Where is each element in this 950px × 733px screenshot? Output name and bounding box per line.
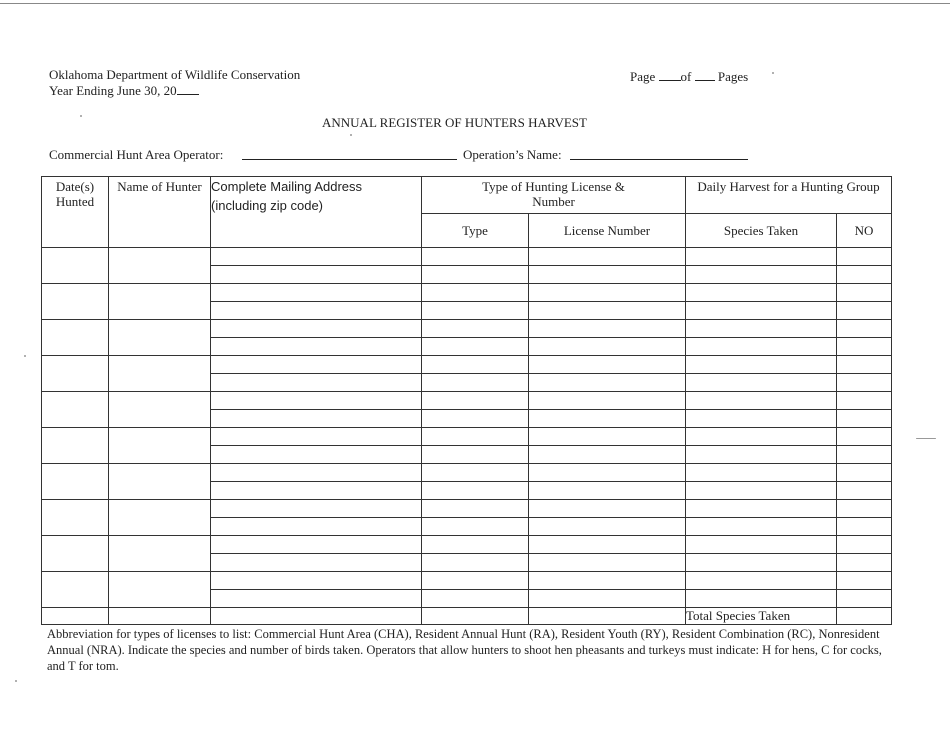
date-cell[interactable] bbox=[42, 392, 109, 428]
year-ending bbox=[49, 82, 199, 99]
license-number-cell[interactable] bbox=[529, 302, 686, 320]
date-cell[interactable] bbox=[42, 500, 109, 536]
species-cell[interactable] bbox=[686, 302, 837, 320]
table-row bbox=[42, 572, 892, 590]
address-cell[interactable] bbox=[211, 536, 422, 554]
type-cell[interactable] bbox=[422, 482, 529, 500]
no-cell[interactable] bbox=[837, 266, 892, 284]
license-number-cell[interactable] bbox=[529, 446, 686, 464]
hunter-cell[interactable] bbox=[109, 248, 211, 284]
species-cell[interactable] bbox=[686, 410, 837, 428]
address-cell[interactable] bbox=[211, 428, 422, 446]
hunter-cell[interactable] bbox=[109, 500, 211, 536]
scan-speck bbox=[772, 72, 774, 74]
license-number-cell[interactable] bbox=[529, 590, 686, 608]
species-cell[interactable] bbox=[686, 590, 837, 608]
date-cell[interactable] bbox=[42, 284, 109, 320]
address-cell[interactable] bbox=[211, 410, 422, 428]
col-license-group-header: Type of Hunting License & Number bbox=[422, 177, 686, 214]
date-cell[interactable] bbox=[42, 572, 109, 608]
license-number-cell[interactable] bbox=[529, 320, 686, 338]
no-cell[interactable] bbox=[837, 590, 892, 608]
species-cell[interactable] bbox=[686, 428, 837, 446]
footnote: Abbreviation for types of licenses to list: Commercial Hunt Area (CHA), Resident Annual Hunt (RA), Resident Youth (RY), Resident Combination (RC), Nonresident Annual (NRA). Indicate the species and number of birds taken. Operators that allow hunters to shoot hen pheasants and turkeys must indicate: H for hens, C for cocks, and T for tom. bbox=[47, 627, 882, 673]
hunter-cell[interactable] bbox=[109, 536, 211, 572]
year-blank[interactable] bbox=[177, 82, 199, 95]
address-cell[interactable] bbox=[211, 374, 422, 392]
date-cell[interactable] bbox=[42, 320, 109, 356]
hunter-cell[interactable] bbox=[109, 392, 211, 428]
type-cell[interactable] bbox=[422, 374, 529, 392]
address-cell[interactable] bbox=[211, 320, 422, 338]
type-cell[interactable] bbox=[422, 446, 529, 464]
operation-name-field[interactable] bbox=[570, 147, 748, 160]
no-cell[interactable] bbox=[837, 554, 892, 572]
license-number-cell[interactable] bbox=[529, 428, 686, 446]
hunter-cell[interactable] bbox=[109, 464, 211, 500]
type-cell[interactable] bbox=[422, 356, 529, 374]
license-number-cell[interactable] bbox=[529, 500, 686, 518]
date-cell[interactable] bbox=[42, 356, 109, 392]
no-cell[interactable] bbox=[837, 428, 892, 446]
table-row bbox=[42, 356, 892, 374]
license-number-cell[interactable] bbox=[529, 392, 686, 410]
species-cell[interactable] bbox=[686, 338, 837, 356]
address-cell[interactable] bbox=[211, 518, 422, 536]
species-cell[interactable] bbox=[686, 266, 837, 284]
hunter-cell[interactable] bbox=[109, 356, 211, 392]
species-cell[interactable] bbox=[686, 536, 837, 554]
no-cell[interactable] bbox=[837, 338, 892, 356]
total-row-address bbox=[211, 608, 422, 625]
license-number-cell[interactable] bbox=[529, 572, 686, 590]
address-cell[interactable] bbox=[211, 284, 422, 302]
hunter-cell[interactable] bbox=[109, 428, 211, 464]
no-cell[interactable] bbox=[837, 482, 892, 500]
address-cell[interactable] bbox=[211, 590, 422, 608]
total-row-license bbox=[529, 608, 686, 625]
license-number-cell[interactable] bbox=[529, 338, 686, 356]
total-row-hunter bbox=[109, 608, 211, 625]
address-cell[interactable] bbox=[211, 392, 422, 410]
no-cell[interactable] bbox=[837, 464, 892, 482]
table-row bbox=[42, 248, 892, 266]
species-cell[interactable] bbox=[686, 500, 837, 518]
species-cell[interactable] bbox=[686, 464, 837, 482]
species-cell[interactable] bbox=[686, 284, 837, 302]
species-cell[interactable] bbox=[686, 446, 837, 464]
address-cell[interactable] bbox=[211, 572, 422, 590]
scan-speck bbox=[80, 115, 82, 117]
type-cell[interactable] bbox=[422, 410, 529, 428]
table-row bbox=[42, 464, 892, 482]
address-cell[interactable] bbox=[211, 248, 422, 266]
license-number-cell[interactable] bbox=[529, 518, 686, 536]
address-cell[interactable] bbox=[211, 554, 422, 572]
species-cell[interactable] bbox=[686, 554, 837, 572]
pages-label: Pages bbox=[717, 69, 749, 84]
of-label: of bbox=[680, 69, 692, 84]
page-title: ANNUAL REGISTER OF HUNTERS HARVEST bbox=[322, 115, 587, 130]
type-cell[interactable] bbox=[422, 500, 529, 518]
no-cell[interactable] bbox=[837, 374, 892, 392]
type-cell[interactable] bbox=[422, 284, 529, 302]
license-number-cell[interactable] bbox=[529, 356, 686, 374]
no-cell[interactable] bbox=[837, 356, 892, 374]
species-cell[interactable] bbox=[686, 482, 837, 500]
table-row bbox=[42, 536, 892, 554]
no-cell[interactable] bbox=[837, 284, 892, 302]
license-number-cell[interactable] bbox=[529, 248, 686, 266]
scan-speck bbox=[350, 134, 352, 136]
hunter-cell[interactable] bbox=[109, 284, 211, 320]
no-cell[interactable] bbox=[837, 320, 892, 338]
type-cell[interactable] bbox=[422, 518, 529, 536]
scan-speck bbox=[15, 680, 17, 682]
type-cell[interactable] bbox=[422, 266, 529, 284]
no-cell[interactable] bbox=[837, 446, 892, 464]
type-cell[interactable] bbox=[422, 464, 529, 482]
species-cell[interactable] bbox=[686, 392, 837, 410]
hunter-cell[interactable] bbox=[109, 320, 211, 356]
no-cell[interactable] bbox=[837, 248, 892, 266]
license-number-cell[interactable] bbox=[529, 536, 686, 554]
total-species-count[interactable] bbox=[837, 608, 892, 625]
license-number-cell[interactable] bbox=[529, 410, 686, 428]
species-cell[interactable] bbox=[686, 572, 837, 590]
license-number-cell[interactable] bbox=[529, 554, 686, 572]
col-no-header: NO bbox=[837, 214, 892, 248]
address-cell[interactable] bbox=[211, 500, 422, 518]
total-row-type bbox=[422, 608, 529, 625]
type-cell[interactable] bbox=[422, 572, 529, 590]
species-cell[interactable] bbox=[686, 356, 837, 374]
table-row bbox=[42, 392, 892, 410]
agency-name: Oklahoma Department of Wildlife Conservation bbox=[49, 67, 301, 82]
no-cell[interactable] bbox=[837, 500, 892, 518]
type-cell[interactable] bbox=[422, 536, 529, 554]
type-cell[interactable] bbox=[422, 554, 529, 572]
table-row bbox=[42, 320, 892, 338]
no-cell[interactable] bbox=[837, 536, 892, 554]
page-number-blank[interactable] bbox=[659, 68, 681, 81]
license-number-cell[interactable] bbox=[529, 284, 686, 302]
license-number-cell[interactable] bbox=[529, 374, 686, 392]
license-number-cell[interactable] bbox=[529, 482, 686, 500]
table-row bbox=[42, 284, 892, 302]
address-cell[interactable] bbox=[211, 356, 422, 374]
address-cell[interactable] bbox=[211, 266, 422, 284]
no-cell[interactable] bbox=[837, 518, 892, 536]
scan-speck bbox=[916, 438, 936, 439]
date-cell[interactable] bbox=[42, 536, 109, 572]
address-cell[interactable] bbox=[211, 482, 422, 500]
species-cell[interactable] bbox=[686, 320, 837, 338]
table-row bbox=[42, 428, 892, 446]
top-border-line bbox=[0, 3, 950, 4]
type-cell[interactable] bbox=[422, 590, 529, 608]
address-cell[interactable] bbox=[211, 446, 422, 464]
address-cell[interactable] bbox=[211, 302, 422, 320]
no-cell[interactable] bbox=[837, 392, 892, 410]
address-cell[interactable] bbox=[211, 338, 422, 356]
type-cell[interactable] bbox=[422, 338, 529, 356]
date-cell[interactable] bbox=[42, 248, 109, 284]
col-dates-header: Date(s) Hunted bbox=[42, 177, 109, 248]
address-cell[interactable] bbox=[211, 464, 422, 482]
total-species-label: Total Species Taken bbox=[686, 608, 837, 625]
col-harvest-group-header: Daily Harvest for a Hunting Group bbox=[686, 177, 892, 214]
col-address-header: Complete Mailing Address (including zip code) bbox=[211, 177, 422, 248]
license-number-cell[interactable] bbox=[529, 464, 686, 482]
type-cell[interactable] bbox=[422, 320, 529, 338]
table-row bbox=[42, 500, 892, 518]
species-cell[interactable] bbox=[686, 518, 837, 536]
operator-field[interactable] bbox=[242, 147, 457, 160]
year-ending-label: Year Ending June 30, 20 bbox=[49, 83, 177, 98]
type-cell[interactable] bbox=[422, 248, 529, 266]
col-name-header: Name of Hunter bbox=[109, 177, 211, 248]
total-row-date bbox=[42, 608, 109, 625]
species-cell[interactable] bbox=[686, 248, 837, 266]
page-counter bbox=[630, 68, 748, 85]
col-license-number-header: License Number bbox=[529, 214, 686, 248]
species-cell[interactable] bbox=[686, 374, 837, 392]
type-cell[interactable] bbox=[422, 392, 529, 410]
date-cell[interactable] bbox=[42, 428, 109, 464]
scan-speck bbox=[24, 355, 26, 357]
hunter-cell[interactable] bbox=[109, 572, 211, 608]
total-pages-blank[interactable] bbox=[695, 68, 715, 81]
operation-name-label: Operation’s Name: bbox=[463, 147, 562, 162]
operator-label: Commercial Hunt Area Operator: bbox=[49, 147, 224, 162]
register-table bbox=[41, 176, 892, 625]
type-cell[interactable] bbox=[422, 302, 529, 320]
page-label: Page bbox=[630, 69, 656, 84]
col-species-header: Species Taken bbox=[686, 214, 837, 248]
no-cell[interactable] bbox=[837, 302, 892, 320]
col-type-header: Type bbox=[422, 214, 529, 248]
register-body bbox=[42, 248, 892, 608]
no-cell[interactable] bbox=[837, 572, 892, 590]
date-cell[interactable] bbox=[42, 464, 109, 500]
type-cell[interactable] bbox=[422, 428, 529, 446]
no-cell[interactable] bbox=[837, 410, 892, 428]
license-number-cell[interactable] bbox=[529, 266, 686, 284]
